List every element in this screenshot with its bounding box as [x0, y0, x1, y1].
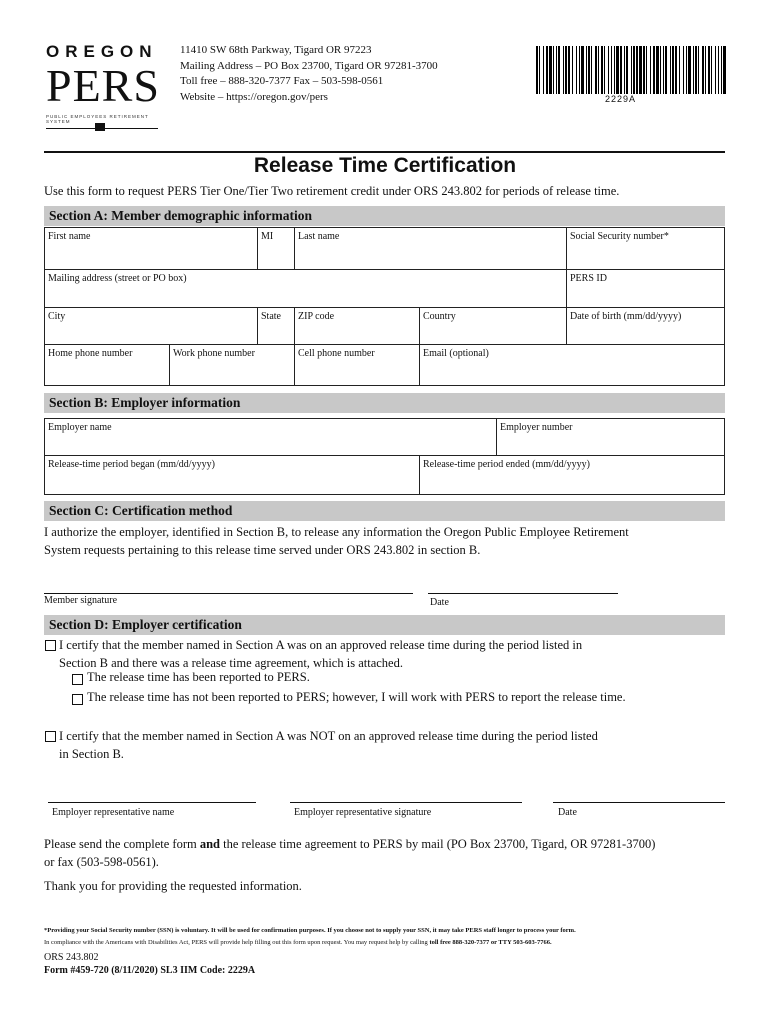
section-d-heading [44, 615, 725, 635]
zip-code-field[interactable]: ZIP code [294, 307, 420, 345]
home-phone-field[interactable]: Home phone number [44, 344, 170, 386]
address-line-phone: Toll free – 888-320-7377 Fax – 503-598-0561 [180, 75, 384, 87]
address-line-website: Website – https://oregon.gov/pers [180, 90, 328, 103]
mi-field[interactable]: MI [257, 227, 295, 270]
rep-signature-line[interactable] [290, 802, 522, 803]
date-of-birth-field[interactable]: Date of birth (mm/dd/yyyy) [566, 307, 725, 345]
not-approved-release-checkbox[interactable] [45, 731, 56, 742]
ada-footnote: In compliance with the Americans with Disabilities Act, PERS will provide help filling out this form upon request. You may request help by calling toll free 888-320-7377 or TTY 503-603-7766. [44, 939, 552, 946]
last-name-field[interactable]: Last name [294, 227, 567, 270]
reported-to-pers-text: The release time has been reported to PERS. [87, 670, 310, 684]
not-approved-release-text: I certify that the member named in Section A was NOT on an approved release time during the period listed in Section B. [59, 729, 598, 761]
approved-release-text: I certify that the member named in Section A was on an approved release time during the period listed in Section B and there was a release time agreement, which is attached. [59, 638, 583, 670]
reported-to-pers-checkbox[interactable] [72, 674, 83, 685]
ors-reference: ORS 243.802 [44, 952, 99, 963]
send-instructions [44, 835, 655, 871]
address-line-street: 11410 SW 68th Parkway, Tigard OR 97223 [180, 44, 372, 56]
address-line-mailing: Mailing Address – PO Box 23700, Tigard OR 97281-3700 [180, 59, 438, 72]
member-date-line[interactable] [428, 593, 618, 594]
city-field[interactable]: City [44, 307, 258, 345]
logo-oregon-text: OREGON [46, 42, 158, 61]
ssn-footnote: *Providing your Social Security number (SSN) is voluntary. It will be used for confirmation purposes. If you choose not to supply your SSN, it may take PERS staff longer to process your form. [44, 927, 576, 934]
section-a-heading [44, 206, 725, 226]
send-instructions-line-2: or fax (503-598-0561). [44, 855, 159, 869]
section-c-authorization-text: I authorize the employer, identified in Section B, to release any information the Oregon Public Employee Retirement System requests pertaining to this release time served under ORS 243.802 in section B. [44, 525, 629, 557]
period-ended-field[interactable]: Release-time period ended (mm/dd/yyyy) [419, 455, 725, 495]
period-began-field[interactable]: Release-time period began (mm/dd/yyyy) [44, 455, 420, 495]
barcode-icon [536, 46, 726, 96]
send-instructions-line-1: Please send the complete form and the release time agreement to PERS by mail (PO Box 23700, Tigard, OR 97281-3700) [44, 837, 656, 851]
mailing-address-field[interactable]: Mailing address (street or PO box) [44, 269, 567, 308]
section-c-heading [44, 501, 725, 521]
not-reported-to-pers-text: The release time has not been reported to PERS; however, I will work with PERS to report the release time. [87, 690, 626, 704]
rep-name-label: Employer representative name [52, 807, 175, 818]
section-b-fields [44, 418, 725, 495]
section-a-heading-text: Section A: Member demographic information [49, 208, 312, 223]
form-id: Form #459-720 (8/11/2020) SL3 IIM Code: 2229A [44, 965, 256, 976]
ssn-field[interactable]: Social Security number* [566, 227, 725, 270]
section-c-heading-text: Section C: Certification method [49, 503, 233, 518]
oregon-state-icon [95, 123, 105, 131]
logo-pers-text: PERS [46, 60, 160, 111]
approved-release-checkbox[interactable] [45, 640, 56, 651]
not-reported-to-pers-checkbox[interactable] [72, 694, 83, 705]
page-title: Release Time Certification [253, 154, 517, 177]
barcode-code: 2229A [605, 94, 637, 104]
member-signature-label: Member signature [44, 595, 118, 606]
employer-number-field[interactable]: Employer number [496, 418, 725, 456]
thank-you-text: Thank you for providing the requested information. [44, 879, 302, 893]
country-field[interactable]: Country [419, 307, 567, 345]
email-field[interactable]: Email (optional) [419, 344, 725, 386]
section-b-heading [44, 393, 725, 413]
work-phone-field[interactable]: Work phone number [169, 344, 295, 386]
state-field[interactable]: State [257, 307, 295, 345]
oregon-pers-logo [46, 42, 161, 124]
rep-date-label: Date [558, 807, 577, 818]
cell-phone-field[interactable]: Cell phone number [294, 344, 420, 386]
logo-tagline: PUBLIC EMPLOYEES RETIREMENT SYSTEM [46, 114, 149, 124]
member-date-label: Date [430, 597, 449, 608]
intro-text: Use this form to request PERS Tier One/Tier Two retirement credit under ORS 243.802 for periods of release time. [44, 184, 620, 198]
rep-name-line[interactable] [48, 802, 256, 803]
header-divider [44, 151, 725, 153]
pers-address-block [180, 43, 438, 105]
rep-signature-label: Employer representative signature [294, 807, 432, 818]
first-name-field[interactable]: First name [44, 227, 258, 270]
section-b-heading-text: Section B: Employer information [49, 395, 241, 410]
pers-id-field[interactable]: PERS ID [566, 269, 725, 308]
employer-name-field[interactable]: Employer name [44, 418, 497, 456]
section-a-fields [44, 227, 725, 386]
rep-date-line[interactable] [553, 802, 725, 803]
section-d-heading-text: Section D: Employer certification [49, 617, 242, 632]
member-signature-line[interactable] [44, 593, 413, 594]
